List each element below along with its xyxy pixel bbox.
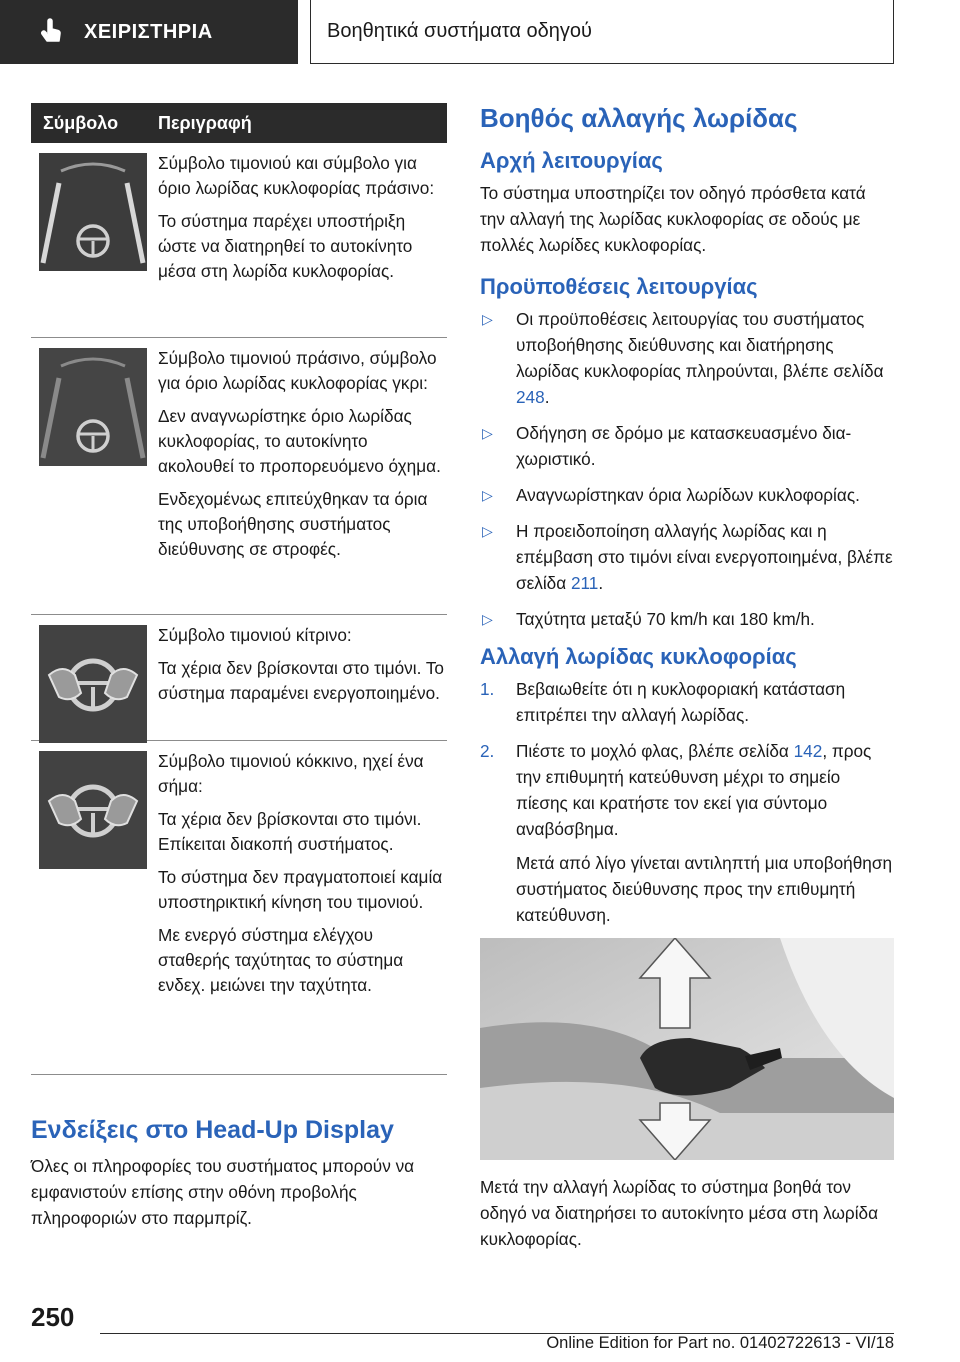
list-item: ▷ Η προειδοποίηση αλλαγής λωρίδας και η επέμβαση στο τιμόνι είναι ενεργοποιημένα, βλέπε σελίδα 211.	[480, 518, 894, 596]
edition-note: Online Edition for Part no. 01402722613 - VI/18	[546, 1334, 894, 1352]
row-4-para-1: Σύμβολο τιμονιού κόκκινο, ηχεί ένα σήμα:	[158, 751, 424, 796]
after-change-text: Μετά την αλλαγή λωρίδας το σύστημα βοηθά τον οδηγό να διατηρήσει το αυτοκίνητο μέσα στη λωρίδα κυκλοφορίας.	[480, 1177, 879, 1249]
table-row	[31, 338, 447, 615]
hands-on-wheel-red-icon	[39, 751, 147, 869]
step-item: 1. Βεβαιωθείτε ότι η κυκλοφοριακή κατάσταση επιτρέπει την αλλαγή λωρίδας.	[480, 679, 846, 725]
row-1-para-1: Σύμβολο τιμονιού και σύμβολο για όριο λωρίδας κυκλοφορίας πράσινο:	[158, 153, 435, 198]
row-4-para-4: Με ενεργό σύστημα ελέγχου σταθερής ταχύτητας το σύστημα ενδεχ. μειώνει την ταχύτητα.	[158, 925, 404, 995]
section-tab	[0, 0, 298, 64]
column-header-description: Περιγραφή	[158, 112, 252, 133]
row-4-para-3: Το σύστημα δεν πραγματοποιεί καμία υποστηρικτική κίνηση του τιμονιού.	[158, 867, 443, 912]
list-item: ▷ Οι προϋποθέσεις λειτουργίας του συστήματος υποβοήθησης διεύθυνσης και διατήρησης λωρίδας κυκλοφορίας πληρούνται, βλέπε σελίδα 248.	[480, 306, 894, 410]
hands-on-wheel-yellow-icon	[39, 625, 147, 743]
triangle-bullet-icon: ▷	[482, 611, 493, 627]
hud-text: Όλες οι πληροφορίες του συστήματος μπορούν να εμφανιστούν επίσης στην οθόνη προβολής πληροφοριών στο παρμπρίζ.	[31, 1156, 415, 1228]
lane-change-assistant-section	[480, 103, 894, 1268]
section-title: ΧΕΙΡΙΣΤΗΡΙΑ	[84, 20, 213, 43]
step-note: Μετά από λίγο γίνεται αντιληπτή μια υποβοήθηση συστήματος διεύθυνσης προς την επιθυμητή κατεύθυνση.	[516, 853, 893, 925]
hud-heading: Ενδείξεις στο Head-Up Display	[31, 1116, 394, 1144]
list-item: ▷ Οδήγηση σε δρόμο με κατασκευασμένο διαχωριστικό.	[480, 420, 894, 472]
page-link[interactable]: 142	[793, 741, 823, 761]
hand-pointer-icon	[38, 18, 66, 46]
table-header	[31, 103, 447, 143]
page-link[interactable]: 211	[570, 573, 599, 593]
step-item: 2. Πιέστε το μοχλό φλας, βλέπε σελίδα 142, προς την επιθυμητή κατεύθυνση μέχρι το σημείο πίεσης και κρατήστε τον εκεί για σύντομο αναβόσβημα. Μετά από λίγο γίνεται αντιληπτή μια υποβοήθηση συστήματος διεύθυνσης προς την επιθυμητή κατεύθυνση.	[480, 738, 894, 928]
table-row	[31, 143, 447, 338]
list-item: ▷ Αναγνωρίστηκαν όρια λωρίδων κυκλοφορίας.	[480, 482, 894, 508]
principle-text: Το σύστημα υποστηρίζει τον οδηγό πρόσθετα κατά την αλλαγή της λωρίδας κυκλοφορίας σε οδούς με πολλές λωρίδες κυκλοφορίας.	[480, 183, 866, 255]
triangle-bullet-icon: ▷	[482, 425, 493, 441]
steering-wheel-lane-gray-icon	[39, 348, 147, 466]
triangle-bullet-icon: ▷	[482, 311, 493, 327]
conditions-list	[480, 306, 894, 632]
row-2-para-3: Ενδεχομένως επιτεύχθηκαν τα όρια της υποβοήθησης συστήματος διεύθυνσης σε στροφές.	[158, 489, 428, 559]
steering-wheel-lane-white-icon	[39, 153, 147, 271]
page-number: 250	[31, 1302, 75, 1332]
row-3-para-1: Σύμβολο τιμονιού κίτρινο:	[158, 625, 352, 645]
row-1-para-2: Το σύστημα παρέχει υποστήριξη ώστε να διατηρηθεί το αυτοκίνητο μέσα στη λωρίδα κυκλοφορίας.	[158, 211, 413, 281]
page-link[interactable]: 248	[516, 387, 545, 407]
steps-list	[480, 676, 894, 928]
hud-section	[31, 1116, 447, 1231]
row-2-para-2: Δεν αναγνωρίστηκε όριο λωρίδας κυκλοφορίας, το αυτοκίνητο ακολουθεί το προπορευόμενο όχημα.	[158, 406, 441, 476]
table-row	[31, 615, 447, 741]
row-3-para-2: Τα χέρια δεν βρίσκονται στο τιμόνι. Το σύστημα παραμένει ενεργοποιημένο.	[158, 658, 444, 703]
table-row	[31, 741, 447, 1075]
column-header-symbol: Σύμβολο	[43, 112, 119, 133]
turn-signal-lever-arrows-icon	[480, 938, 894, 1160]
triangle-bullet-icon: ▷	[482, 487, 493, 503]
triangle-bullet-icon: ▷	[482, 523, 493, 539]
symbol-table	[31, 103, 447, 1075]
row-2-para-1: Σύμβολο τιμονιού πράσινο, σύμβολο για όριο λωρίδας κυκλοφορίας γκρι:	[158, 348, 437, 393]
section-heading: Βοηθός αλλαγής λωρίδας	[480, 103, 798, 133]
lane-change-heading: Αλλαγή λωρίδας κυκλοφορίας	[480, 644, 797, 669]
chapter-title: Βοηθητικά συστήματα οδηγού	[310, 0, 894, 64]
principle-heading: Αρχή λειτουργίας	[480, 148, 663, 173]
conditions-heading: Προϋποθέσεις λειτουργίας	[480, 274, 758, 299]
list-item: ▷ Ταχύτητα μεταξύ 70 km/h και 180 km/h.	[480, 606, 894, 632]
row-4-para-2: Τα χέρια δεν βρίσκονται στο τιμόνι. Επίκειται διακοπή συστήματος.	[158, 809, 422, 854]
